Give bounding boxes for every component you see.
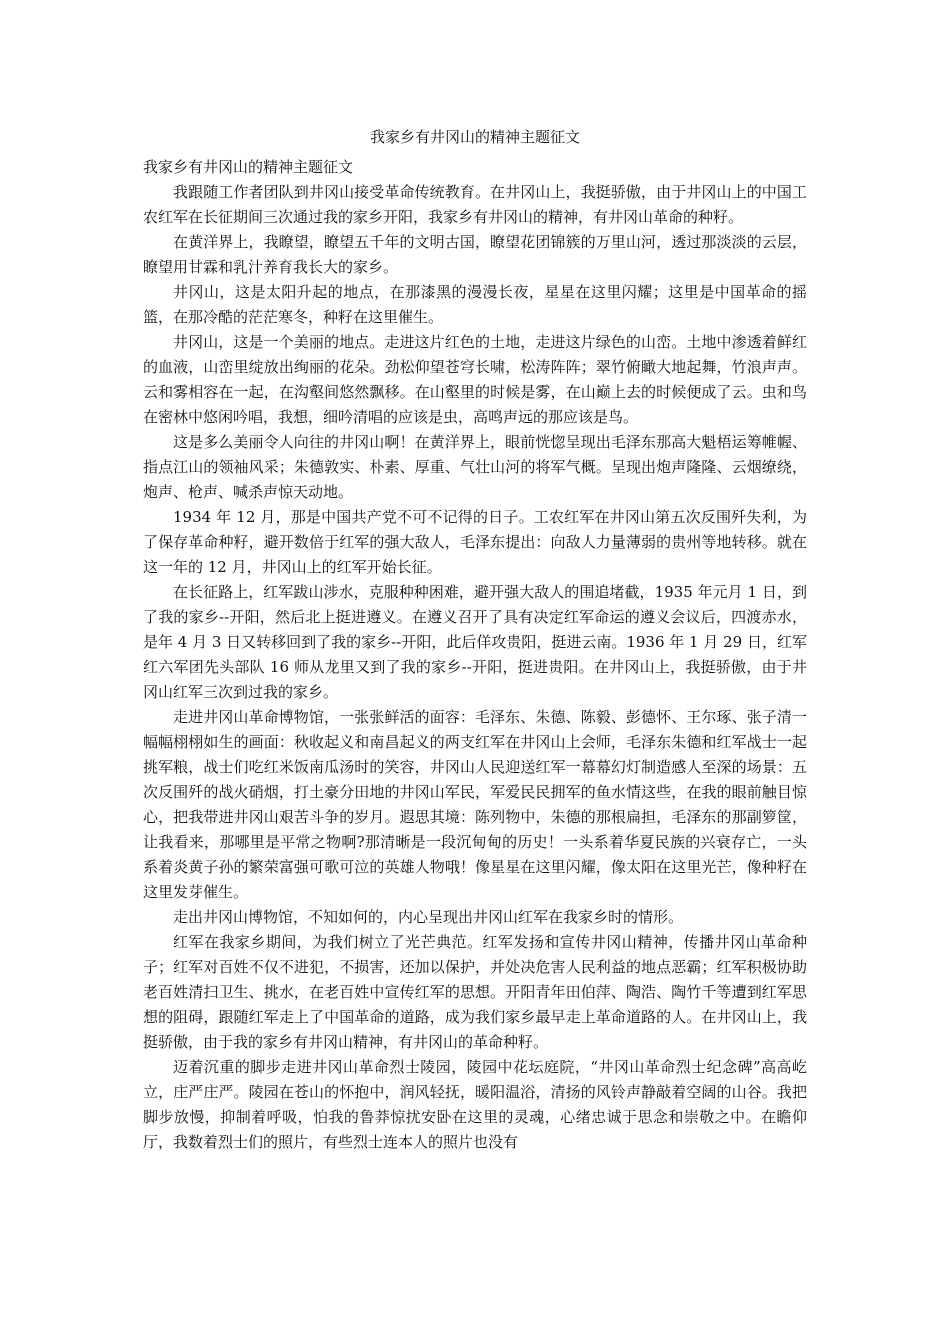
document-page bbox=[143, 124, 807, 1155]
paragraph: 红军在我家乡期间，为我们树立了光芒典范。红军发扬和宣传井冈山精神，传播井冈山革命种子；红军对百姓不仅不进犯，不损害，还加以保护，并处决危害人民利益的地点恶霸；红军积极协助老百姓清扫卫生、挑水，在老百姓中宣传红军的思想。开阳青年田伯萍、陶浩、陶竹千等遭到红军思想的阻碍，跟随红军走上了中国革命的道路，成为我们家乡最早走上革命道路的人。在井冈山上，我挺骄傲，由于我的家乡有井冈山精神，有井冈山的革命种籽。 bbox=[143, 933, 807, 1051]
paragraph: 在长征路上，红军跋山涉水，克服种种困难，避开强大敌人的围追堵截，1935 年元月 1 日，到了我的家乡--开阳，然后北上挺进遵义。在遵义召开了具有决定红军命运的遵义会议后，四渡赤水，是年 4 月 3 日又转移回到了我的家乡--开阳，此后佯攻贵阳，挺进云南。1936 年 1 月 29 日，红军红六军团先头部队 16 师从龙里又到了我的家乡--开阳，挺进贵阳。在井冈山上，我挺骄傲，由于井冈山红军三次到过我的家乡。 bbox=[143, 583, 807, 701]
paragraph: 1934 年 12 月，那是中国共产党不可不记得的日子。工农红军在井冈山第五次反围歼失利，为了保存革命种籽，避开数倍于红军的强大敌人，毛泽东提出：向敌人力量薄弱的贵州等地转移。就在这一年的 12 月，井冈山上的红军开始长征。 bbox=[143, 508, 807, 576]
paragraph: 走进井冈山革命博物馆，一张张鲜活的面容：毛泽东、朱德、陈毅、彭德怀、王尔琢、张子清一幅幅栩栩如生的画面：秋收起义和南昌起义的两支红军在井冈山上会师，毛泽东朱德和红军战士一起挑军粮，战士们吃红米饭南瓜汤时的笑容，井冈山人民迎送红军一幕幕幻灯制造感人至深的场景：五次反围歼的战火硝烟，打土豪分田地的井冈山军民，军爱民民拥军的鱼水情这些，在我的眼前触目惊心，把我带进井冈山艰苦斗争的岁月。遐思其境：陈列物中，朱德的那根扁担，毛泽东的那副箩筐，让我看来，那哪里是平常之物啊?那清晰是一段沉甸甸的历史！一头系着华夏民族的兴衰存亡，一头系着炎黄子孙的繁荣富强可歌可泣的英雄人物哦！像星星在这里闪耀，像太阳在这里光芒，像种籽在这里发芽催生。 bbox=[143, 708, 807, 901]
document-title: 我家乡有井冈山的精神主题征文 bbox=[369, 128, 580, 146]
paragraph: 井冈山，这是太阳升起的地点，在那漆黑的漫漫长夜，星星在这里闪耀；这里是中国革命的摇篮，在那冷酷的茫茫寒冬，种籽在这里催生。 bbox=[143, 283, 807, 326]
paragraph: 井冈山，这是一个美丽的地点。走进这片红色的土地，走进这片绿色的山峦。土地中渗透着鲜红的血液，山峦里绽放出绚丽的花朵。劲松仰望苍穹长啸，松涛阵阵；翠竹俯瞰大地起舞，竹浪声声。云和雾相容在一起，在沟壑间悠然飘移。在山壑里的时候是雾，在山巅上去的时候便成了云。虫和鸟在密林中悠闲吟唱，我想，细吟清唱的应该是虫，高鸣声远的那应该是鸟。 bbox=[143, 333, 807, 426]
paragraph: 走出井冈山博物馆，不知如何的，内心呈现出井冈山红军在我家乡时的情形。 bbox=[173, 908, 684, 926]
paragraph: 我跟随工作者团队到井冈山接受革命传统教育。在井冈山上，我挺骄傲，由于井冈山上的中国工农红军在长征期间三次通过我的家乡开阳，我家乡有井冈山的精神，有井冈山革命的种籽。 bbox=[143, 183, 807, 226]
paragraph: 这是多么美丽令人向往的井冈山啊！在黄洋界上，眼前恍惚呈现出毛泽东那高大魁梧运筹帷幄、指点江山的领袖风采；朱德敦实、朴素、厚重、气壮山河的将军气概。呈现出炮声隆隆、云烟缭绕，炮声、枪声、喊杀声惊天动地。 bbox=[143, 433, 807, 501]
paragraph: 在黄洋界上，我瞭望，瞭望五千年的文明古国，瞭望花团锦簇的万里山河，透过那淡淡的云层，瞭望用甘霖和乳汁养育我长大的家乡。 bbox=[143, 233, 807, 276]
document-subtitle: 我家乡有井冈山的精神主题征文 bbox=[143, 158, 354, 176]
paragraph: 迈着沉重的脚步走进井冈山革命烈士陵园，陵园中花坛庭院，“井冈山革命烈士纪念碑”高高屹立，庄严庄严。陵园在苍山的怀抱中，润风轻抚，暖阳温浴，清扬的风铃声静敲着空阔的山谷。我把脚步放慢，抑制着呼吸，怕我的鲁莽惊扰安卧在这里的灵魂，心绪忠诚于思念和崇敬之中。在瞻仰厅，我数着烈士们的照片，有些烈士连本人的照片也没有 bbox=[143, 1058, 807, 1151]
